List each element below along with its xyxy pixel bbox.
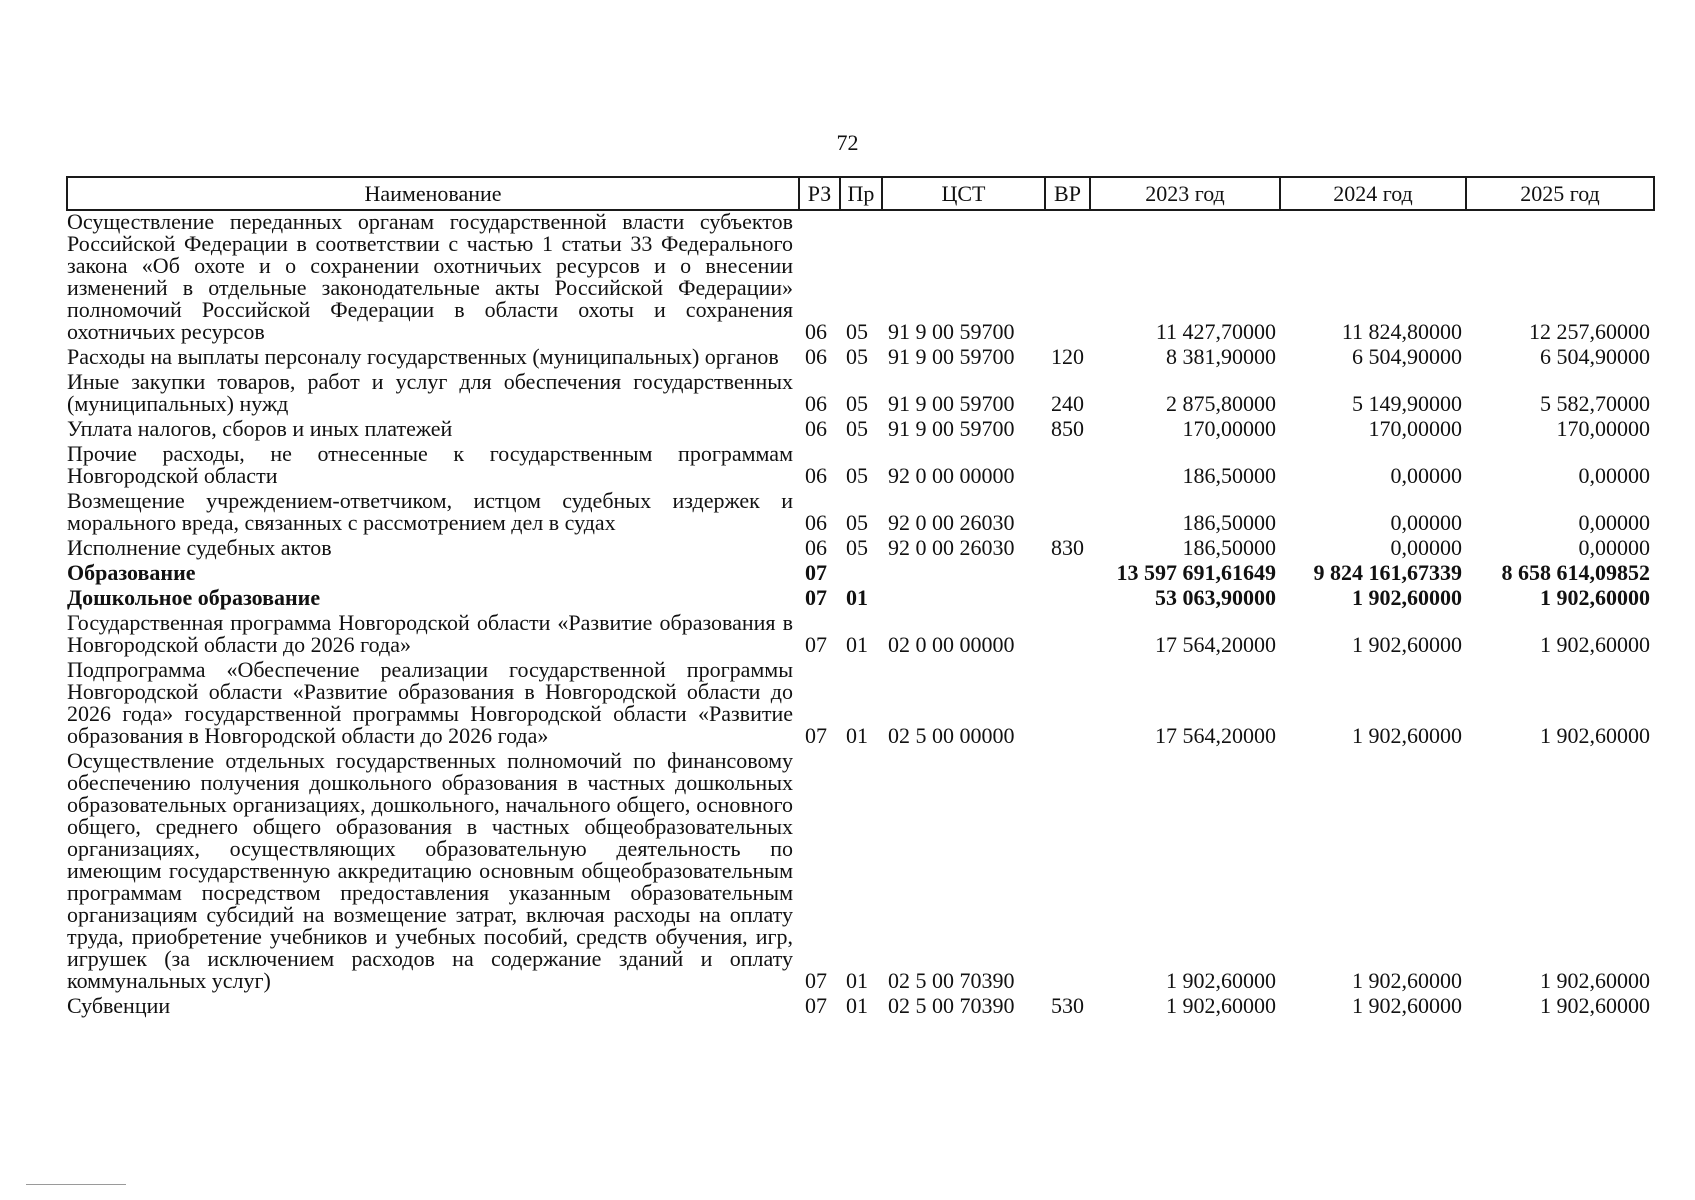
cell-pr: 05	[846, 463, 868, 488]
cell-2025: 1 902,60000	[1540, 968, 1650, 993]
header-2023: 2023 год	[1090, 177, 1280, 210]
cell-2024: 1 902,60000	[1352, 968, 1462, 993]
cell-2025: 5 582,70000	[1540, 391, 1650, 416]
cell-2023: 186,50000	[1182, 463, 1276, 488]
cell-2023: 2 875,80000	[1166, 391, 1276, 416]
cell-2024: 1 902,60000	[1352, 585, 1462, 610]
cell-2023: 17 564,20000	[1155, 632, 1276, 657]
cell-rz: 07	[805, 560, 827, 585]
cell-2024: 0,00000	[1390, 510, 1462, 535]
cell-2025: 170,00000	[1556, 416, 1650, 441]
cell-pr: 01	[846, 993, 868, 1018]
cell-2025: 1 902,60000	[1540, 632, 1650, 657]
cell-2023: 186,50000	[1182, 535, 1276, 560]
cell-vr	[1045, 659, 1090, 750]
cell-2025: 1 902,60000	[1540, 723, 1650, 748]
cell-name: Уплата налогов, сборов и иных платежей	[67, 416, 453, 441]
cell-2024: 0,00000	[1390, 535, 1462, 560]
cell-2023: 53 063,90000	[1155, 585, 1276, 610]
cell-name: Подпрограмма «Обеспечение реализации государственной программы Новгородской области «Развитие образования в Новгородской области до 2026 года» государственной программы Новгородской области «Развитие образования в Новгородской области до 2026 года»	[67, 657, 793, 748]
cell-2025: 1 902,60000	[1540, 993, 1650, 1018]
table-header	[67, 177, 1654, 210]
cell-cst	[882, 562, 1045, 587]
header-2025: 2025 год	[1466, 177, 1654, 210]
cell-rz: 07	[805, 632, 827, 657]
cell-2024: 0,00000	[1390, 463, 1462, 488]
cell-2024: 5 149,90000	[1352, 391, 1462, 416]
cell-name: Прочие расходы, не отнесенные к государственным программам Новгородской области	[67, 441, 793, 488]
cell-pr: 01	[846, 968, 868, 993]
cell-cst: 91 9 00 59700	[888, 416, 1015, 441]
table-row	[67, 750, 1654, 995]
table-row	[67, 587, 1654, 612]
cell-rz: 06	[805, 319, 827, 344]
cell-rz: 07	[805, 968, 827, 993]
cell-vr	[1045, 587, 1090, 612]
table-row	[67, 490, 1654, 537]
page-number: 72	[836, 130, 859, 155]
cell-pr: 01	[846, 585, 868, 610]
cell-2023: 186,50000	[1182, 510, 1276, 535]
cell-vr	[1045, 562, 1090, 587]
table-row	[67, 418, 1654, 443]
cell-name: Исполнение судебных актов	[67, 535, 332, 560]
cell-2025: 6 504,90000	[1540, 344, 1650, 369]
cell-name: Субвенции	[67, 993, 171, 1018]
cell-pr: 01	[846, 632, 868, 657]
header-cst: ЦСТ	[882, 177, 1045, 210]
cell-2023: 11 427,70000	[1155, 319, 1276, 344]
cell-rz: 06	[805, 344, 827, 369]
cell-name: Государственная программа Новгородской области «Развитие образования в Новгородской области до 2026 года»	[67, 610, 793, 657]
cell-name: Возмещение учреждением-ответчиком, истцом судебных издержек и морального вреда, связанных с рассмотрением дел в судах	[67, 488, 793, 535]
header-name: Наименование	[67, 177, 799, 210]
cell-2024: 6 504,90000	[1352, 344, 1462, 369]
cell-name: Осуществление переданных органам государственной власти субъектов Российской Федерации в соответствии с частью 1 статьи 33 Федерального закона «Об охоте и о сохранении охотничьих ресурсов и о внесении изменений в отдельные законодательные акты Российской Федерации» полномочий Российской Федерации в области охоты и сохранения охотничьих ресурсов	[67, 209, 793, 344]
cell-rz: 06	[805, 391, 827, 416]
cell-2023: 8 381,90000	[1166, 344, 1276, 369]
budget-table	[66, 176, 1655, 1020]
cell-cst: 92 0 00 26030	[888, 535, 1015, 560]
table-row	[67, 659, 1654, 750]
cell-2023: 170,00000	[1182, 416, 1276, 441]
table-row	[67, 995, 1654, 1020]
cell-2023: 13 597 691,61649	[1116, 560, 1276, 585]
cell-pr: 05	[846, 535, 868, 560]
cell-cst: 02 0 00 00000	[888, 632, 1015, 657]
cell-pr: 05	[846, 344, 868, 369]
cell-vr: 530	[1051, 993, 1084, 1018]
cell-name: Иные закупки товаров, работ и услуг для обеспечения государственных (муниципальных) нужд	[67, 369, 793, 416]
table-row	[67, 346, 1654, 371]
cell-vr	[1045, 210, 1090, 346]
cell-vr: 120	[1051, 344, 1084, 369]
cell-rz: 06	[805, 416, 827, 441]
cell-2024: 1 902,60000	[1352, 723, 1462, 748]
cell-vr	[1045, 443, 1090, 490]
cell-cst: 91 9 00 59700	[888, 344, 1015, 369]
cell-pr: 05	[846, 510, 868, 535]
cell-vr	[1045, 750, 1090, 995]
table-row	[67, 562, 1654, 587]
table-row	[67, 537, 1654, 562]
cell-rz: 07	[805, 993, 827, 1018]
cell-cst: 02 5 00 00000	[888, 723, 1015, 748]
cell-vr: 240	[1051, 391, 1084, 416]
cell-cst: 91 9 00 59700	[888, 391, 1015, 416]
cell-cst	[882, 587, 1045, 612]
cell-pr: 05	[846, 391, 868, 416]
header-vr: ВР	[1045, 177, 1090, 210]
cell-2025: 1 902,60000	[1540, 585, 1650, 610]
table-row	[67, 371, 1654, 418]
scan-artifact-line	[26, 1184, 126, 1185]
header-rz: РЗ	[799, 177, 840, 210]
cell-2024: 9 824 161,67339	[1313, 560, 1462, 585]
cell-2024: 170,00000	[1368, 416, 1462, 441]
cell-vr	[1045, 490, 1090, 537]
table-row	[67, 612, 1654, 659]
table-row	[67, 210, 1654, 346]
cell-2025: 0,00000	[1578, 463, 1650, 488]
cell-2023: 1 902,60000	[1166, 993, 1276, 1018]
cell-vr: 850	[1051, 416, 1084, 441]
cell-2025: 0,00000	[1578, 510, 1650, 535]
cell-cst: 91 9 00 59700	[888, 319, 1015, 344]
cell-2025: 12 257,60000	[1529, 319, 1650, 344]
cell-name: Расходы на выплаты персоналу государственных (муниципальных) органов	[67, 344, 779, 369]
cell-cst: 92 0 00 00000	[888, 463, 1015, 488]
cell-2024: 1 902,60000	[1352, 632, 1462, 657]
cell-pr	[840, 562, 882, 587]
cell-rz: 06	[805, 535, 827, 560]
cell-pr: 05	[846, 319, 868, 344]
cell-vr: 830	[1051, 535, 1084, 560]
cell-2025: 0,00000	[1578, 535, 1650, 560]
cell-2024: 1 902,60000	[1352, 993, 1462, 1018]
cell-2024: 11 824,80000	[1341, 319, 1462, 344]
cell-name: Образование	[67, 560, 196, 585]
cell-vr	[1045, 612, 1090, 659]
cell-rz: 07	[805, 585, 827, 610]
cell-2023: 17 564,20000	[1155, 723, 1276, 748]
cell-rz: 06	[805, 510, 827, 535]
header-row	[67, 177, 1654, 210]
table-body	[67, 210, 1654, 1020]
cell-cst: 02 5 00 70390	[888, 993, 1015, 1018]
cell-cst: 92 0 00 26030	[888, 510, 1015, 535]
table-row	[67, 443, 1654, 490]
cell-rz: 06	[805, 463, 827, 488]
cell-cst: 02 5 00 70390	[888, 968, 1015, 993]
cell-pr: 01	[846, 723, 868, 748]
cell-2025: 8 658 614,09852	[1501, 560, 1650, 585]
header-pr: Пр	[840, 177, 882, 210]
header-2024: 2024 год	[1280, 177, 1466, 210]
cell-name: Осуществление отдельных государственных полномочий по финансовому обеспечению получения дошкольного образования в частных дошкольных образовательных организациях, дошкольного, начального общего, основного общего, среднего общего образования в частных общеобразовательных организациях, осуществляющих образовательную деятельность по имеющим государственную аккредитацию основным общеобразовательным программам посредством предоставления указанным образовательным организациям субсидий на возмещение затрат, включая расходы на оплату труда, приобретение учебников и учебных пособий, средств обучения, игр, игрушек (за исключением расходов на содержание зданий и оплату коммунальных услуг)	[67, 748, 793, 993]
cell-2023: 1 902,60000	[1166, 968, 1276, 993]
cell-rz: 07	[805, 723, 827, 748]
cell-name: Дошкольное образование	[67, 585, 321, 610]
cell-pr: 05	[846, 416, 868, 441]
